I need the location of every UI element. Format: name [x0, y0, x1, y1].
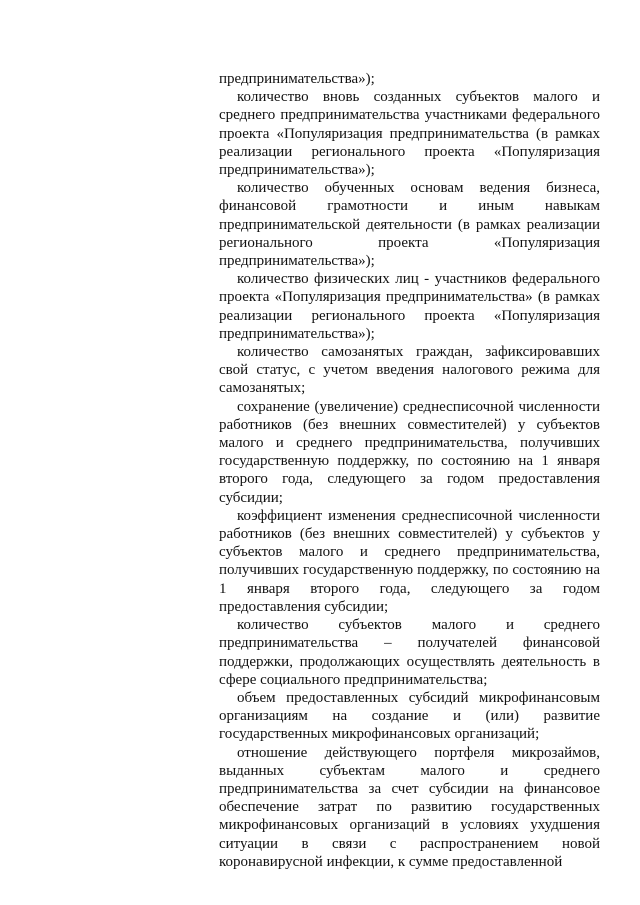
- paragraph-headcount-preservation: сохранение (увеличение) среднесписочной численности работников (без внешних совместителей) у субъектов малого и среднего предпринимательства, получивших государственную поддержку, по состоянию на 1 января второго года, следующего за годом предоставления субсидии;: [219, 398, 600, 506]
- paragraph-continuation: предпринимательства»);: [219, 71, 375, 87]
- paragraph-individuals: количество физических лиц - участников федерального проекта «Популяризация предпринимательства» (в рамках реализации регионального проекта «Популяризация предпринимательства»);: [219, 271, 600, 342]
- paragraph-microloan-portfolio: отношение действующего портфеля микрозаймов, выданных субъектам малого и среднего предпринимательства за счет субсидии на финансовое обеспечение затрат по развитию государственных микрофинансовых организаций в условиях ухудшения ситуации в связи с распространением новой коронавирусной инфекции, к сумме предоставленной: [219, 744, 600, 870]
- paragraph-trained: количество обученных основам ведения бизнеса, финансовой грамотности и иным навыкам предпринимательской деятельности (в рамках реализации регионального проекта «Популяризация предпринимательства»);: [219, 180, 600, 270]
- paragraph-new-entities: количество вновь созданных субъектов малого и среднего предпринимательства участниками федерального проекта «Популяризация предпринимательства (в рамках реализации регионального проекта «Популяризация предпринимательства»);: [219, 89, 600, 179]
- paragraph-social-entrepreneurship: количество субъектов малого и среднего предпринимательства – получателей финансовой поддержки, продолжающих осуществлять деятельность в сфере социального предпринимательства;: [219, 617, 600, 688]
- paragraph-microfinance-subsidies: объем предоставленных субсидий микрофинансовым организациям на создание и (или) развитие государственных микрофинансовых организаций;: [219, 689, 600, 743]
- paragraph-headcount-coefficient: коэффициент изменения среднесписочной численности работников (без внешних совместителей) у субъектов у субъектов малого и среднего предпринимательства, получивших государственную поддержку, по состоянию на 1 января второго года, следующего за годом предоставления субсидии;: [219, 507, 600, 615]
- document-page: [219, 70, 600, 871]
- paragraph-self-employed: количество самозанятых граждан, зафиксировавших свой статус, с учетом введения налогового режима для самозанятых;: [219, 344, 600, 397]
